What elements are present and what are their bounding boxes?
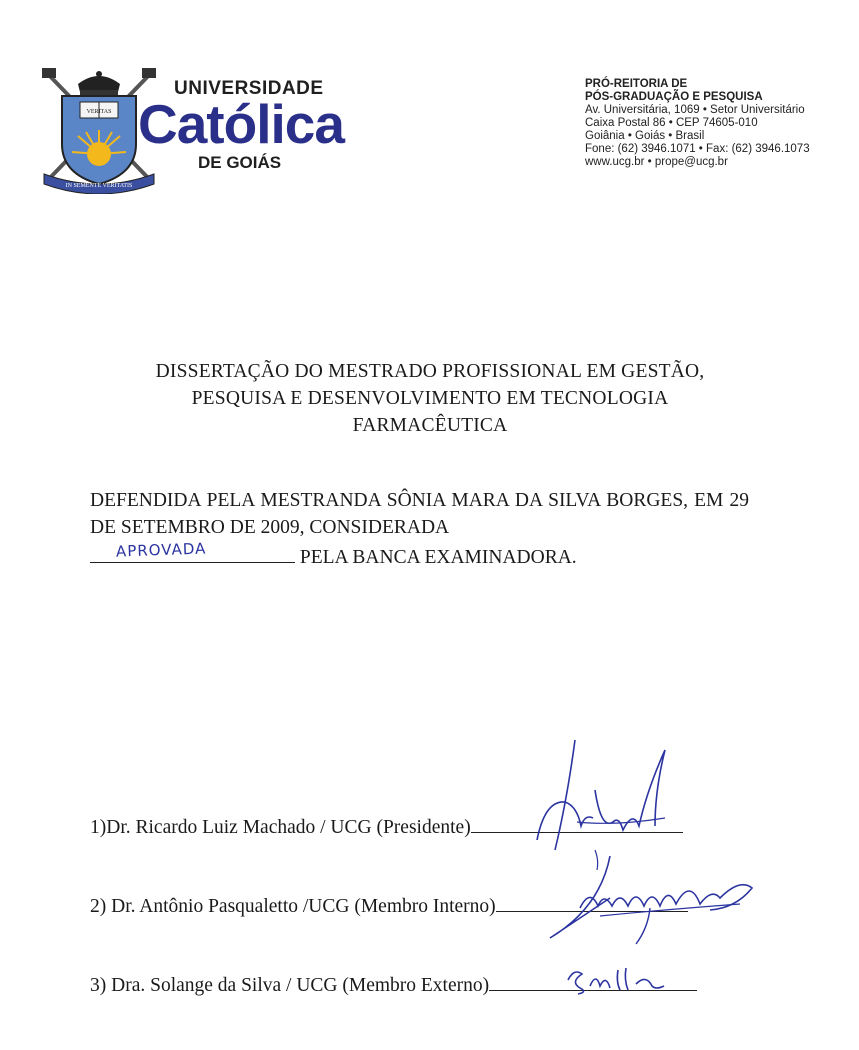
signature-3-icon [560,960,670,1000]
web-line: www.ucg.br • prope@ucg.br [585,156,728,168]
defense-statement [90,487,749,571]
result-blank [90,541,295,563]
address-line2: Caixa Postal 86 • CEP 74605-010 [585,117,758,129]
statement-part1: DEFENDIDA PELA MESTRANDA SÔNIA MARA DA SILVA BORGES, EM 29 DE SETEMBRO DE 2009, CONSIDERADA [90,490,749,538]
committee-member-3-label: 3) Dra. Solange da Silva / UCG (Membro Externo) [90,975,490,996]
crest-book-text: VERITAS [86,109,112,115]
phone-line: Fone: (62) 3946.1071 • Fax: (62) 3946.1073 [585,143,810,155]
logo-sub-text: DE GOIÁS [198,153,282,172]
office-contact-block [585,78,835,169]
title-line3: FARMACÊUTICA [352,415,508,436]
document-title [90,358,770,439]
signature-2-icon [540,848,760,948]
committee-member-1-label: 1)Dr. Ricardo Luiz Machado / UCG (Presidente) [90,817,471,838]
university-logo [40,66,344,194]
office-line2: PÓS-GRADUAÇÃO E PESQUISA [585,91,763,103]
logo-name-text: Católica [138,93,344,155]
title-line2: PESQUISA E DESENVOLVIMENTO EM TECNOLOGIA [191,388,669,409]
address-line3: Goiânia • Goiás • Brasil [585,130,705,142]
office-line1: PRÓ-REITORIA DE [585,78,688,90]
title-line1: DISSERTAÇÃO DO MESTRADO PROFISSIONAL EM GESTÃO, [155,361,705,382]
crest-ribbon-text: IN SEMENTE VERITATIS [65,183,133,189]
logo-university-text: UNIVERSIDADE [174,78,324,99]
statement-part2: PELA BANCA EXAMINADORA. [299,547,577,568]
address-line1: Av. Universitária, 1069 • Setor Universitário [585,104,805,116]
committee-member-2-label: 2) Dr. Antônio Pasqualetto /UCG (Membro Interno) [90,896,496,917]
handwritten-result: APROVADA [115,539,207,561]
